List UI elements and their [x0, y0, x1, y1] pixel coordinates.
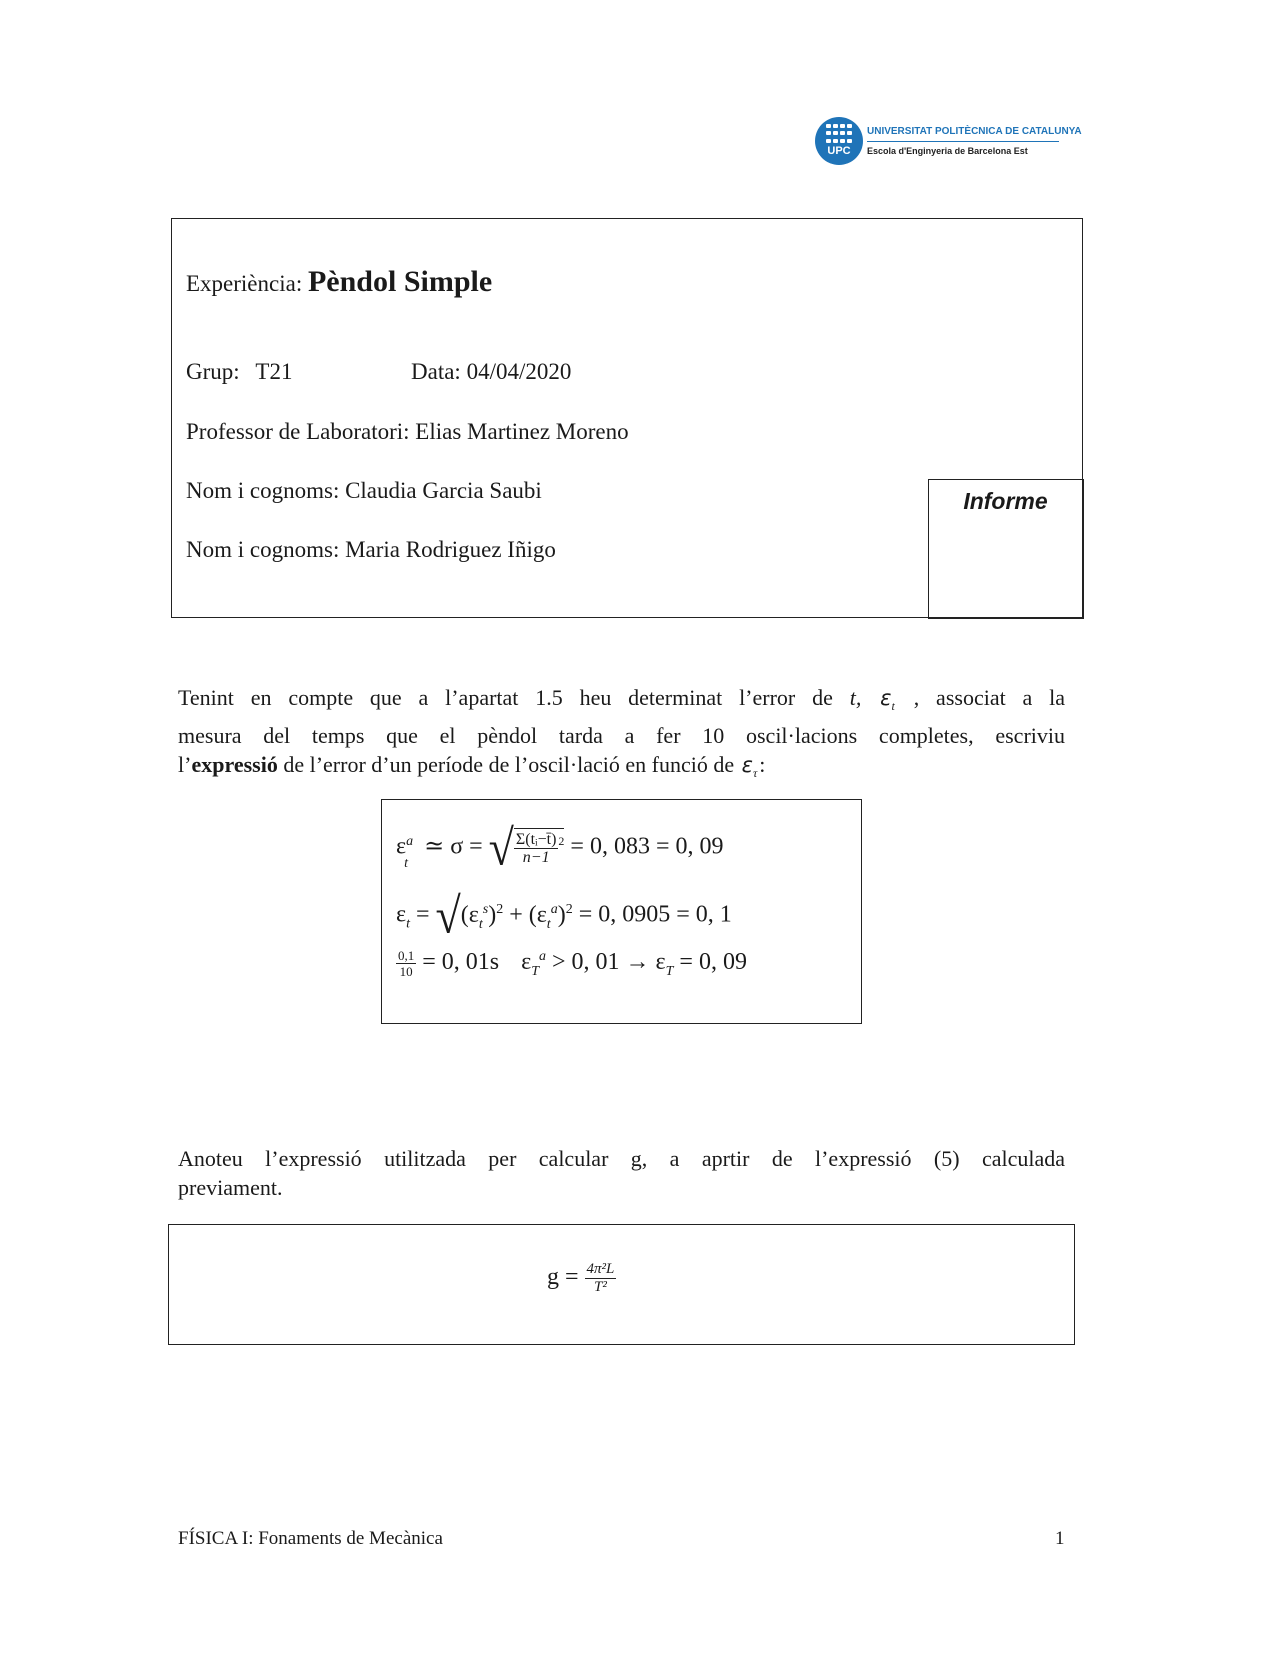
report-label: Informe	[963, 487, 1048, 514]
epsilon-symbol: $\varepsilon_t$	[880, 686, 895, 714]
university-logo	[815, 117, 1082, 167]
date-value: 04/04/2020	[466, 359, 572, 384]
report-box	[928, 479, 1084, 619]
logo-university-name: UNIVERSITAT POLITÈCNICA DE CATALUNYA	[867, 126, 1082, 137]
formula-line-3: $\frac{0,1}{10}$ = 0, 01s $\varepsilon_T^a > 0$, $01 \to \varepsilon_T = 0$, 09	[398, 948, 747, 979]
experience-title: Pèndol Simple	[307, 265, 493, 298]
question-1: Tenint en compte que a l’apartat 1.5 heu determinat l’error de t, $\varepsilon_t$ , associat a la mesura del temps que el pèndol tarda a fer 10 oscil·lacions completes, escriviu l’expressió de l’error d’un període de l’oscil·lació en funció de $\varepsilon_\tau$:	[178, 685, 1066, 781]
header-box	[171, 218, 1083, 618]
group-label: Grup:	[186, 359, 240, 384]
epsilon-tau-symbol: $\varepsilon_\tau$	[741, 753, 758, 781]
formula-line-1: ε a t ≃ σ = √ $\frac{\text{Σ(tᵢ−t̄)}}{n-1}$ $^2$ = 0, 083 = 0, 09	[396, 819, 724, 876]
footer-course: FÍSICA I: Fonaments de Mecànica	[178, 1528, 443, 1549]
upc-logo-icon	[815, 117, 863, 165]
formula-line-2: $\varepsilon_t = √(\varepsilon_t^s)^2 + (\varepsilon_t^a)^2 = 0$, 0905 = 0, 1	[396, 887, 732, 944]
experience-label: Experiència:	[186, 271, 303, 296]
logo-school-name: Escola d'Enginyeria de Barcelona Est	[867, 146, 1028, 156]
student-2: Nom i cognoms: Maria Rodriguez Iñigo	[186, 537, 556, 562]
gravity-formula: g = $\frac{\text{4π²L}}{\text{T²}}$	[547, 1261, 615, 1295]
logo-abbr: UPC	[827, 145, 851, 157]
formula-box-1	[381, 799, 862, 1024]
experience-line	[186, 265, 492, 299]
group-line	[186, 359, 292, 385]
question-2: Anoteu l’expressió utilitzada per calcular g, a aprtir de l’expressió (5) calculada previament.	[178, 1146, 1065, 1200]
professor-line: Professor de Laboratori: Elias Martinez Moreno	[186, 419, 629, 444]
student-1: Nom i cognoms: Claudia Garcia Saubi	[186, 478, 542, 503]
group-value: T21	[255, 359, 293, 384]
date-label: Data:	[411, 359, 461, 384]
page-number: 1	[1055, 1528, 1065, 1549]
date-line	[411, 359, 571, 385]
bold-expression-word: expressió	[191, 752, 278, 778]
formula-box-2	[168, 1224, 1075, 1345]
